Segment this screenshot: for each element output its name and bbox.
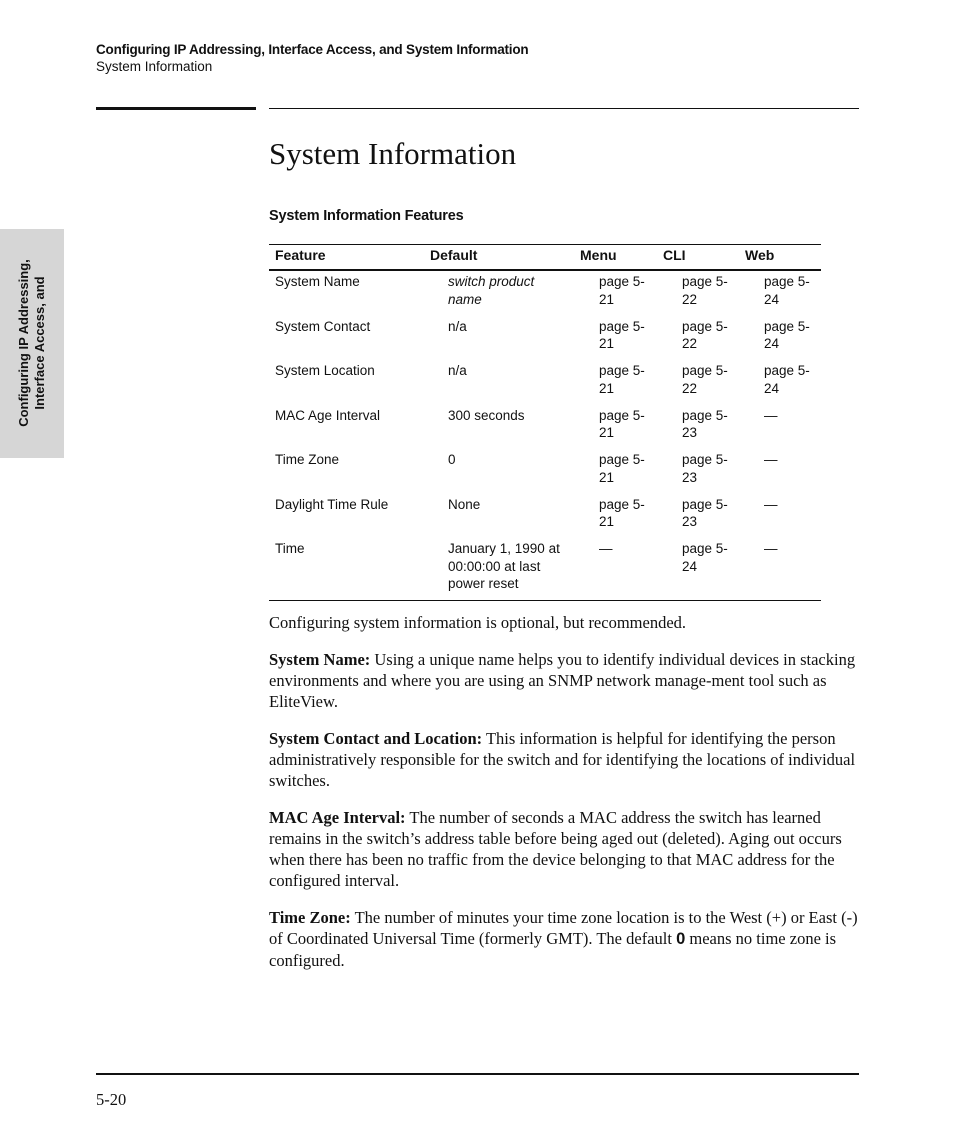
- running-header: [96, 41, 528, 75]
- features-table: [269, 244, 821, 601]
- table-cell: Daylight Time Rule: [275, 496, 389, 512]
- table-row: [269, 360, 821, 405]
- table-cell: None: [448, 496, 481, 512]
- table-cell: page 5-21: [599, 452, 645, 485]
- table-row: [269, 494, 821, 539]
- table-cell: 0: [448, 452, 456, 467]
- table-cell: —: [764, 496, 778, 512]
- page-title: System Information: [269, 136, 517, 171]
- table-cell: —: [764, 407, 778, 423]
- table-cell: System Name: [275, 274, 360, 289]
- side-tab-label: Configuring IP Addressing, Interface Access, and: [16, 259, 47, 427]
- column-header: Web: [739, 245, 821, 271]
- chapter-side-tab: [0, 229, 64, 458]
- body-text: [269, 612, 861, 987]
- table-row: [269, 316, 821, 361]
- table-cell: switch product name: [448, 274, 535, 307]
- table-cell: System Location: [275, 363, 375, 378]
- table-row: [269, 449, 821, 494]
- header-rule-thick: [96, 107, 256, 110]
- system-name-paragraph: System Name: Using a unique name helps you to identify individual devices in stacking environments and where you are using an SNMP network manage-ment tool such as EliteView.: [269, 650, 856, 711]
- table-cell: page 5-21: [599, 496, 645, 529]
- table-cell: Time Zone: [275, 452, 340, 467]
- table-cell: page 5-23: [682, 496, 728, 529]
- table-cell: 300 seconds: [448, 407, 525, 423]
- default-value: 0: [676, 930, 686, 948]
- table-cell: page 5-22: [682, 363, 728, 396]
- table-cell: page 5-24: [764, 363, 810, 396]
- header-rule-thin: [269, 108, 859, 109]
- table-header-row: [269, 245, 821, 271]
- table-cell: January 1, 1990 at 00:00:00 at last power reset: [448, 541, 560, 591]
- table-row: [269, 270, 821, 316]
- column-header: Feature: [269, 245, 424, 271]
- intro-paragraph: Configuring system information is optional, but recommended.: [269, 613, 687, 632]
- term-label: MAC Age Interval:: [269, 808, 406, 827]
- table-cell: —: [764, 452, 778, 467]
- column-header: CLI: [657, 245, 739, 271]
- table-cell: page 5-23: [682, 407, 728, 440]
- table-cell: page 5-21: [599, 274, 645, 307]
- table-cell: page 5-24: [764, 318, 810, 351]
- table-cell: page 5-21: [599, 407, 645, 440]
- chapter-title: Configuring IP Addressing, Interface Access, and System Information: [96, 42, 529, 57]
- table-cell: n/a: [448, 363, 467, 378]
- system-contact-paragraph: System Contact and Location: This information is helpful for identifying the person administratively responsible for the switch and for identifying the locations of individual switches.: [269, 729, 856, 790]
- column-header: Default: [424, 245, 574, 271]
- table-cell: n/a: [448, 318, 467, 334]
- table-cell: page 5-21: [599, 363, 645, 396]
- term-label: System Name:: [269, 650, 371, 669]
- table-cell: —: [764, 541, 778, 556]
- term-label: System Contact and Location:: [269, 729, 483, 748]
- table-cell: page 5-24: [682, 541, 728, 574]
- table-cell: page 5-21: [599, 318, 645, 351]
- table-cell: page 5-24: [764, 274, 810, 307]
- table-cell: MAC Age Interval: [275, 407, 381, 423]
- time-zone-paragraph: Time Zone: The number of minutes your time zone location is to the West (+) or East (-) of Coordinated Universal Time (formerly GMT). The default 0 means no time zone is configured.: [269, 908, 858, 970]
- table-cell: Time: [275, 541, 305, 556]
- table-title: System Information Features: [269, 208, 464, 224]
- table-cell: page 5-22: [682, 318, 728, 351]
- table-row: [269, 538, 821, 601]
- column-header: Menu: [574, 245, 657, 271]
- table-cell: —: [599, 541, 613, 556]
- section-title: System Information: [96, 59, 213, 74]
- footer-rule: [96, 1073, 859, 1075]
- table-cell: System Contact: [275, 318, 371, 334]
- term-label: Time Zone:: [269, 908, 351, 927]
- table-cell: page 5-23: [682, 452, 728, 485]
- mac-age-paragraph: MAC Age Interval: The number of seconds a MAC address the switch has learned remains in the switch’s address table before being aged out (deleted). Aging out occurs when there has been no traffic from the device belonging to that MAC address for the configured interval.: [269, 808, 842, 890]
- table-cell: page 5-22: [682, 274, 728, 307]
- table-row: [269, 405, 821, 450]
- page-number: 5-20: [96, 1090, 127, 1109]
